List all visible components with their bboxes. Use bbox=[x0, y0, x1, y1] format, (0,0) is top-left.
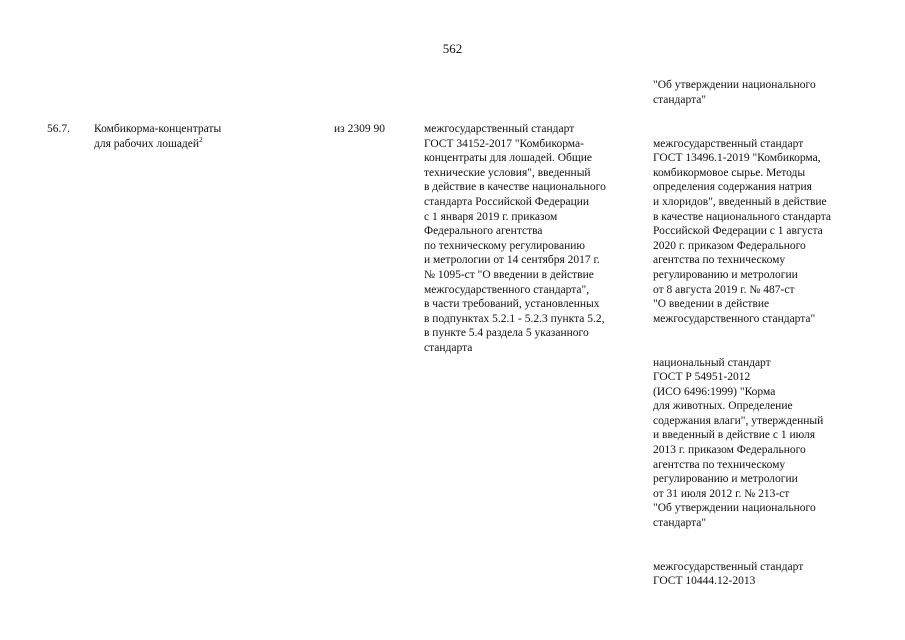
product-name bbox=[94, 122, 294, 151]
method-standard-block: межгосударственный стандарт ГОСТ 10444.12-2013 bbox=[653, 560, 804, 588]
row-number: 56.7. bbox=[47, 123, 70, 135]
test-methods-standards bbox=[653, 122, 893, 604]
standard-requirements: межгосударственный стандарт ГОСТ 34152-2017 "Комбикорма- концентраты для лошадей. Общие технические условия", введенный в действие в качестве национального стандарта Российской Федерации с 1 января 2019 г. приказом Федерального агентства по техническому регулированию и метрологии от 14 сентября 2017 г. № 1095-ст "О введении в действие межгосударственного стандарта", в части требований, установленных в подпунктах 5.2.1 - 5.2.3 пункта 5.2, в пункте 5.4 раздела 5 указанного стандарта bbox=[424, 123, 606, 354]
product-name-text: Комбикорма-концентраты для рабочих лошадей bbox=[94, 123, 222, 150]
tnved-code: из 2309 90 bbox=[334, 123, 385, 135]
footnote-marker: 2 bbox=[199, 134, 203, 144]
method-standard-block: межгосударственный стандарт ГОСТ 13496.1-2019 "Комбикорма, комбикормовое сырье. Методы определения содержания натрия и хлоридов", введенный в действие в качестве национального стандарта Российской Федерации с 1 августа 2020 г. приказом Федерального агентства по техническому регулированию и метрологии от 8 августа 2019 г. № 487-ст "О введении в действие межгосударственного стандарта" bbox=[653, 137, 831, 325]
page-number: 562 bbox=[442, 41, 463, 56]
method-standard-block: национальный стандарт ГОСТ Р 54951-2012 (ИСО 6496:1999) "Корма для животных. Определение содержания влаги", утвержденный и введенный в действие с 1 июля 2013 г. приказом Федерального агентства по техническому регулированию и метрологии от 31 июля 2012 г. № 213-ст "Об утверждении национального стандарта" bbox=[653, 356, 824, 530]
continued-text: "Об утверждении национального стандарта" bbox=[653, 79, 816, 106]
